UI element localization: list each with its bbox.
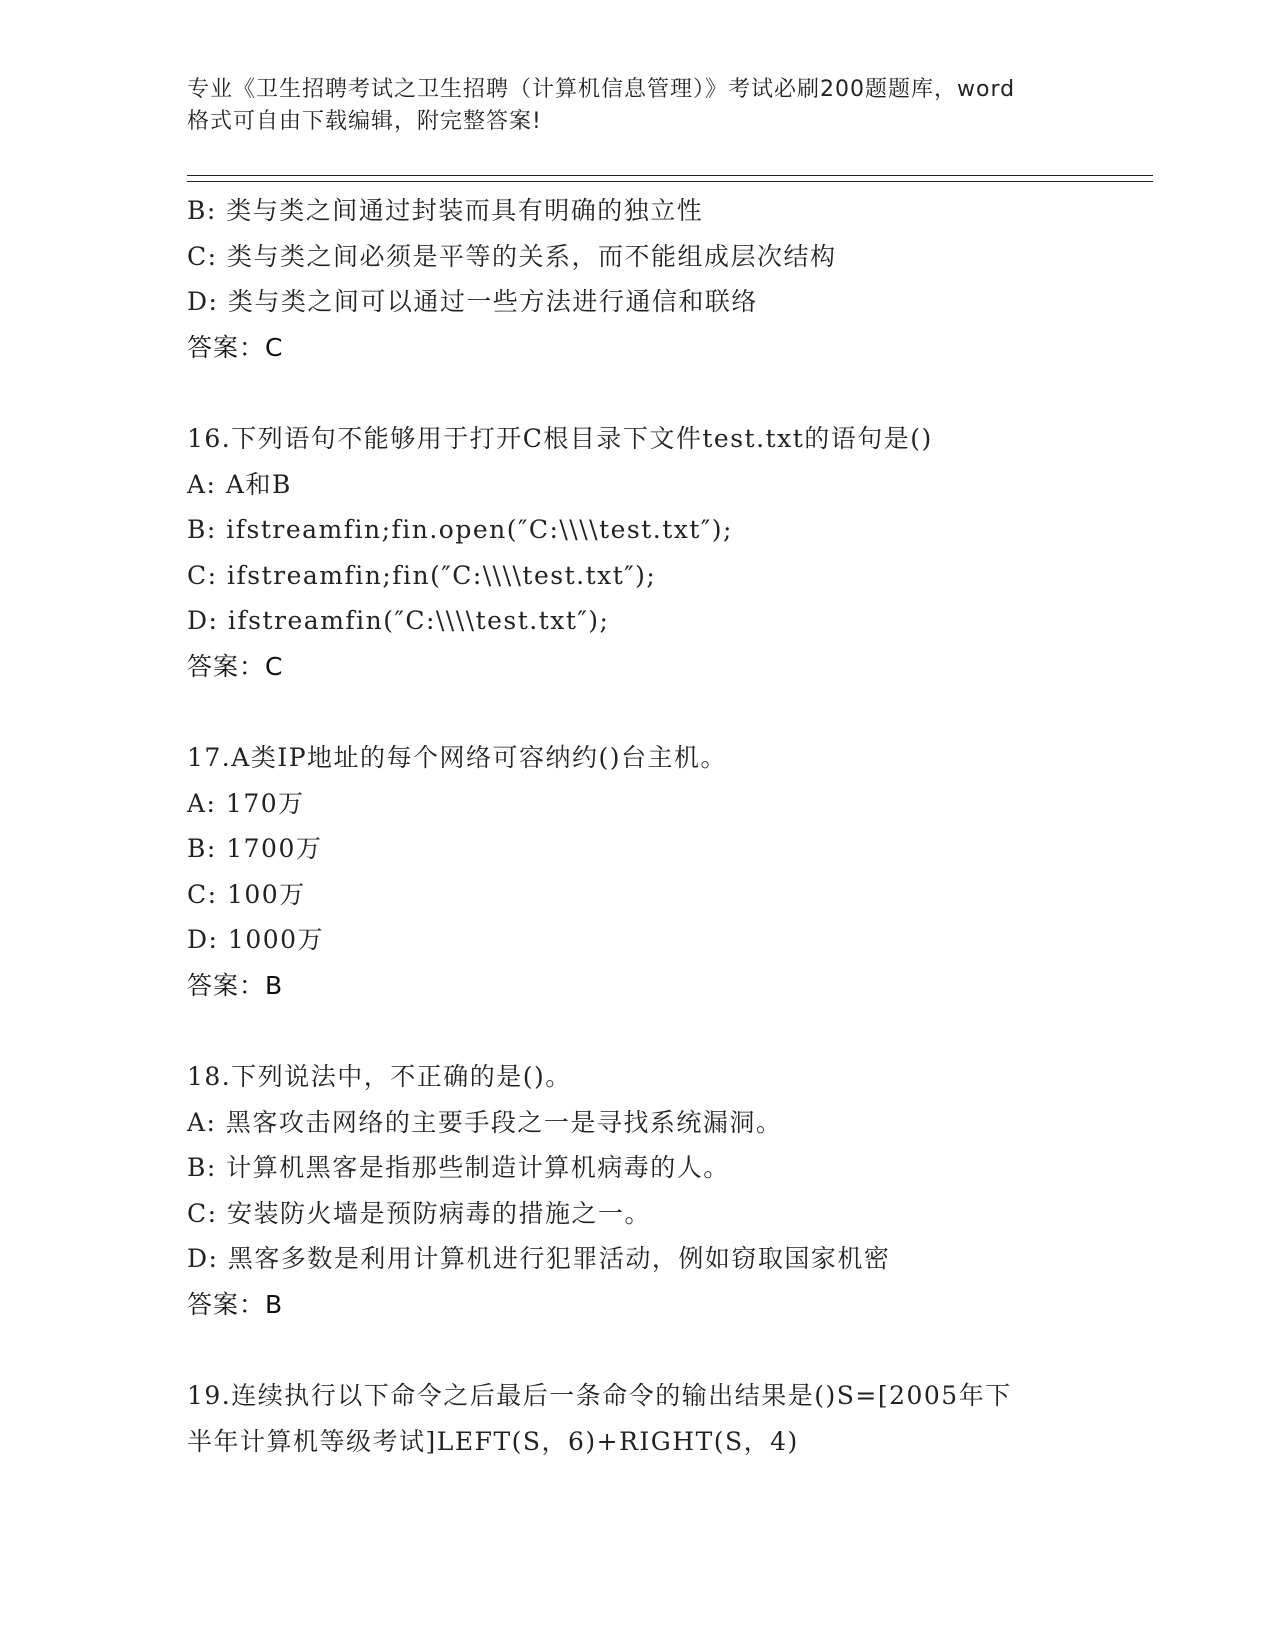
question-15-option-b: B: 类与类之间通过封装而具有明确的独立性	[187, 196, 704, 225]
question-15-option-c: C: 类与类之间必须是平等的关系，而不能组成层次结构	[187, 241, 837, 271]
question-15-option-d: D: 类与类之间可以通过一些方法进行通信和联络	[187, 287, 758, 316]
question-19-stem-line-1: 19.连续执行以下命令之后最后一条命令的输出结果是()S=[2005年下	[187, 1381, 1012, 1410]
question-19-stem-line-2: 半年计算机等级考试]LEFT(S，6)+RIGHT(S，4)	[187, 1426, 799, 1456]
question-17-stem: 17.A类IP地址的每个网络可容纳约()台主机。	[187, 743, 728, 772]
question-17	[187, 735, 1147, 1008]
question-16-option-c: C: ifstreamfin;fin(″C:\\\\test.txt″);	[187, 560, 657, 590]
question-spacer	[187, 1327, 1147, 1373]
question-18-option-d: D: 黑客多数是利用计算机进行犯罪活动，例如窃取国家机密	[187, 1244, 891, 1273]
header-title-line-1: 专业《卫生招聘考试之卫生招聘（计算机信息管理）》考试必刷200题题库，word	[187, 77, 1016, 102]
question-18-answer: 答案：B	[187, 1289, 284, 1319]
question-17-answer: 答案：B	[187, 970, 284, 1000]
question-16-option-a: A: A和B	[187, 469, 292, 499]
question-15-answer: 答案：C	[187, 332, 284, 362]
question-spacer	[187, 370, 1147, 416]
header-divider-bottom	[187, 181, 1153, 182]
question-18-option-a: A: 黑客攻击网络的主要手段之一是寻找系统漏洞。	[187, 1107, 783, 1137]
question-17-option-b: B: 1700万	[187, 834, 323, 863]
question-18-option-c: C: 安装防火墙是预防病毒的措施之一。	[187, 1198, 651, 1228]
question-16-answer: 答案：C	[187, 651, 284, 681]
question-17-option-c: C: 100万	[187, 879, 306, 909]
question-17-option-d: D: 1000万	[187, 925, 325, 954]
question-19	[187, 1373, 1067, 1464]
header-divider-top	[187, 175, 1153, 176]
question-spacer	[187, 689, 1147, 735]
question-16	[187, 416, 1147, 689]
question-16-option-d: D: ifstreamfin(″C:\\\\test.txt″);	[187, 606, 610, 635]
question-18-stem: 18.下列说法中，不正确的是()。	[187, 1062, 572, 1091]
question-16-option-b: B: ifstreamfin;fin.open(″C:\\\\test.txt″);	[187, 515, 733, 544]
question-15-tail	[187, 188, 1147, 370]
question-18	[187, 1054, 1147, 1327]
header-title-line-2: 格式可自由下载编辑，附完整答案!	[187, 109, 542, 134]
question-17-option-a: A: 170万	[187, 788, 305, 818]
document-header	[187, 74, 1087, 138]
question-18-option-b: B: 计算机黑客是指那些制造计算机病毒的人。	[187, 1153, 730, 1182]
question-16-stem: 16.下列语句不能够用于打开C根目录下文件test.txt的语句是()	[187, 424, 933, 453]
question-spacer	[187, 1008, 1147, 1054]
question-list	[187, 188, 1147, 1464]
